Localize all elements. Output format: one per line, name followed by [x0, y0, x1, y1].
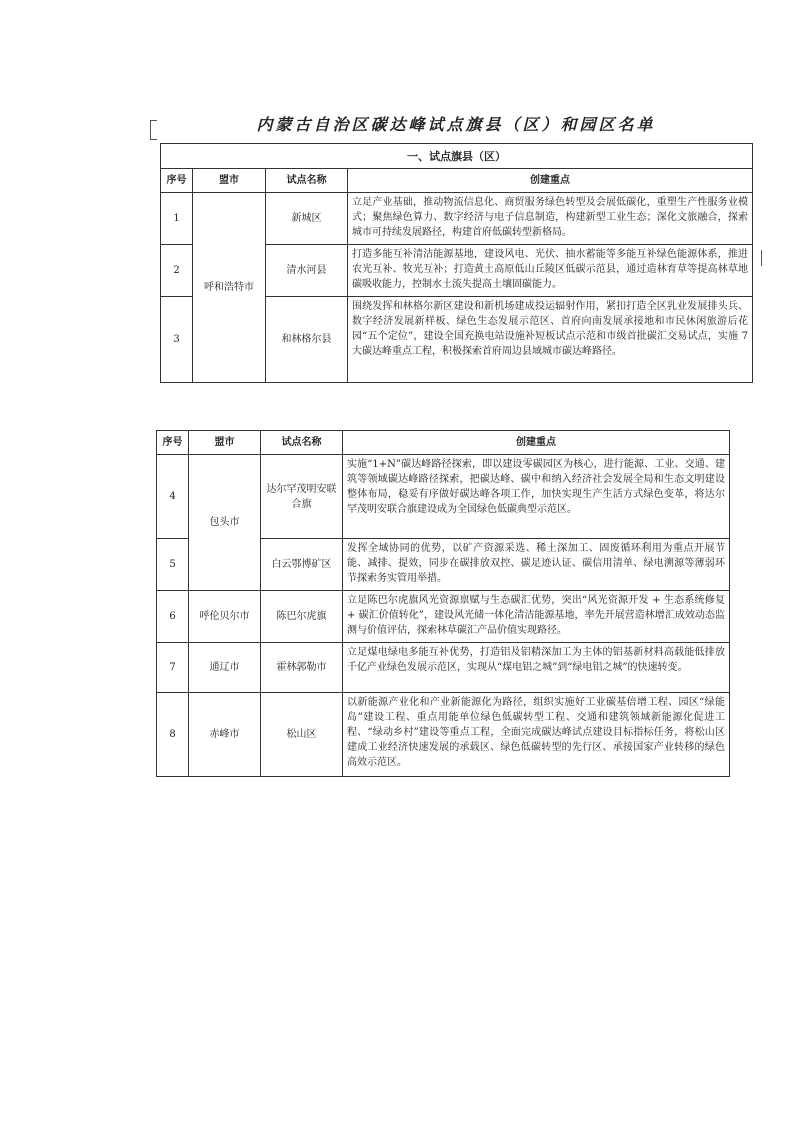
row-no: 1 [161, 193, 193, 245]
row-focus: 实施“1+N”碳达峰路径探索，即以建设零碳园区为核心，进行能源、工业、交通、建筑等领域碳达峰路径探索，把碳达峰、碳中和纳入经济社会发展全局和生态文明建设整体布局，稳妥有序做好碳达峰各项工作，加快实现生产生活方式绿色变革，将达尔罕茂明安联合旗建设成为全国绿色低碳典型示范区。 [343, 455, 730, 539]
row-focus: 立足煤电绿电多能互补优势，打造铝及铝精深加工为主体的铝基新材料高载能低排放千亿产业绿色发展示范区，实现从“煤电铝之城”到“绿电铝之城”的快速转变。 [343, 643, 730, 693]
header-name: 试点名称 [261, 431, 343, 455]
table-row [161, 193, 753, 245]
section-heading: 一、试点旗县（区） [161, 144, 753, 169]
header-name: 试点名称 [266, 169, 348, 193]
row-name: 新城区 [266, 193, 348, 245]
header-no: 序号 [157, 431, 189, 455]
row-name: 和林格尔县 [266, 297, 348, 383]
row-league: 赤峰市 [189, 693, 261, 777]
row-no: 3 [161, 297, 193, 383]
table-row [157, 643, 730, 693]
row-league: 包头市 [189, 455, 261, 591]
right-edge-mark [758, 250, 762, 266]
row-name: 松山区 [261, 693, 343, 777]
row-focus: 立足陈巴尔虎旗风光资源禀赋与生态碳汇优势，突出“风光资源开发 + 生态系统修复 + 碳汇价值转化”，建设风光储一体化清洁能源基地，率先开展营造林增汇成效动态监测与价值评估，探索林草碳汇产品价值实现路径。 [343, 591, 730, 643]
header-focus: 创建重点 [343, 431, 730, 455]
row-name: 白云鄂博矿区 [261, 539, 343, 591]
row-no: 4 [157, 455, 189, 539]
row-league: 呼伦贝尔市 [189, 591, 261, 643]
row-focus: 以新能源产业化和产业新能源化为路径，组织实施好工业碳基倍增工程、园区“绿能岛”建设工程、重点用能单位绿色低碳转型工程、交通和建筑领域新能源化促进工程、“绿动乡村”建设等重点工程，全面完成碳达峰试点建设目标指标任务，将松山区建成工业经济快速发展的承载区、绿色低碳转型的先行区、承接国家产业转移的绿色高效示范区。 [343, 693, 730, 777]
left-bracket-mark [150, 120, 157, 140]
table-row [157, 693, 730, 777]
row-name: 陈巴尔虎旗 [261, 591, 343, 643]
header-league: 盟市 [189, 431, 261, 455]
header-focus: 创建重点 [348, 169, 753, 193]
row-focus: 立足产业基础，推动物流信息化、商贸服务绿色转型及会展低碳化，重塑生产性服务业模式；聚焦绿色算力、数字经济与电子信息制造，构建新型工业生态；深化文旅融合，探索城市可持续发展路径，构建首府低碳转型新格局。 [348, 193, 753, 245]
table-row [157, 455, 730, 539]
row-name: 达尔罕茂明安联合旗 [261, 455, 343, 539]
row-no: 2 [161, 245, 193, 297]
row-no: 5 [157, 539, 189, 591]
table-header-row [157, 431, 730, 455]
document-title: 内蒙古自治区碳达峰试点旗县（区）和园区名单 [256, 115, 656, 134]
row-focus: 发挥全域协同的优势，以矿产资源采选、稀土深加工、固废循环利用为重点开展节能、减排、提效，同步在碳排放双控、碳足迹认证、碳信用清单、绿电溯源等薄弱环节探索务实管用举措。 [343, 539, 730, 591]
row-league: 呼和浩特市 [193, 193, 266, 383]
row-league: 通辽市 [189, 643, 261, 693]
row-name: 霍林郭勒市 [261, 643, 343, 693]
row-no: 6 [157, 591, 189, 643]
table-row [157, 591, 730, 643]
pilot-table-part2 [156, 430, 730, 777]
row-name: 清水河县 [266, 245, 348, 297]
header-no: 序号 [161, 169, 193, 193]
row-focus: 打造多能互补清洁能源基地，建设风电、光伏、抽水蓄能等多能互补绿色能源体系，推进农光互补、牧光互补；打造黄土高原低山丘陵区低碳示范县，通过造林育草等提高林草地碳吸收能力，控制水土流失提高土壤固碳能力。 [348, 245, 753, 297]
header-league: 盟市 [193, 169, 266, 193]
row-no: 7 [157, 643, 189, 693]
pilot-table-part1 [160, 143, 753, 383]
row-focus: 围绕发挥和林格尔新区建设和新机场建成投运辐射作用，紧扣打造全区乳业发展排头兵、数字经济发展新样板、绿色生态发展示范区、首府向南发展承接地和市民休闲旅游后花园“五个定位”，建设全国充换电站设施补短板试点示范和市级首批碳汇交易试点，实施 7 大碳达峰重点工程，积极探索首府周边县域城市碳达峰路径。 [348, 297, 753, 383]
table-header-row [161, 169, 753, 193]
row-no: 8 [157, 693, 189, 777]
